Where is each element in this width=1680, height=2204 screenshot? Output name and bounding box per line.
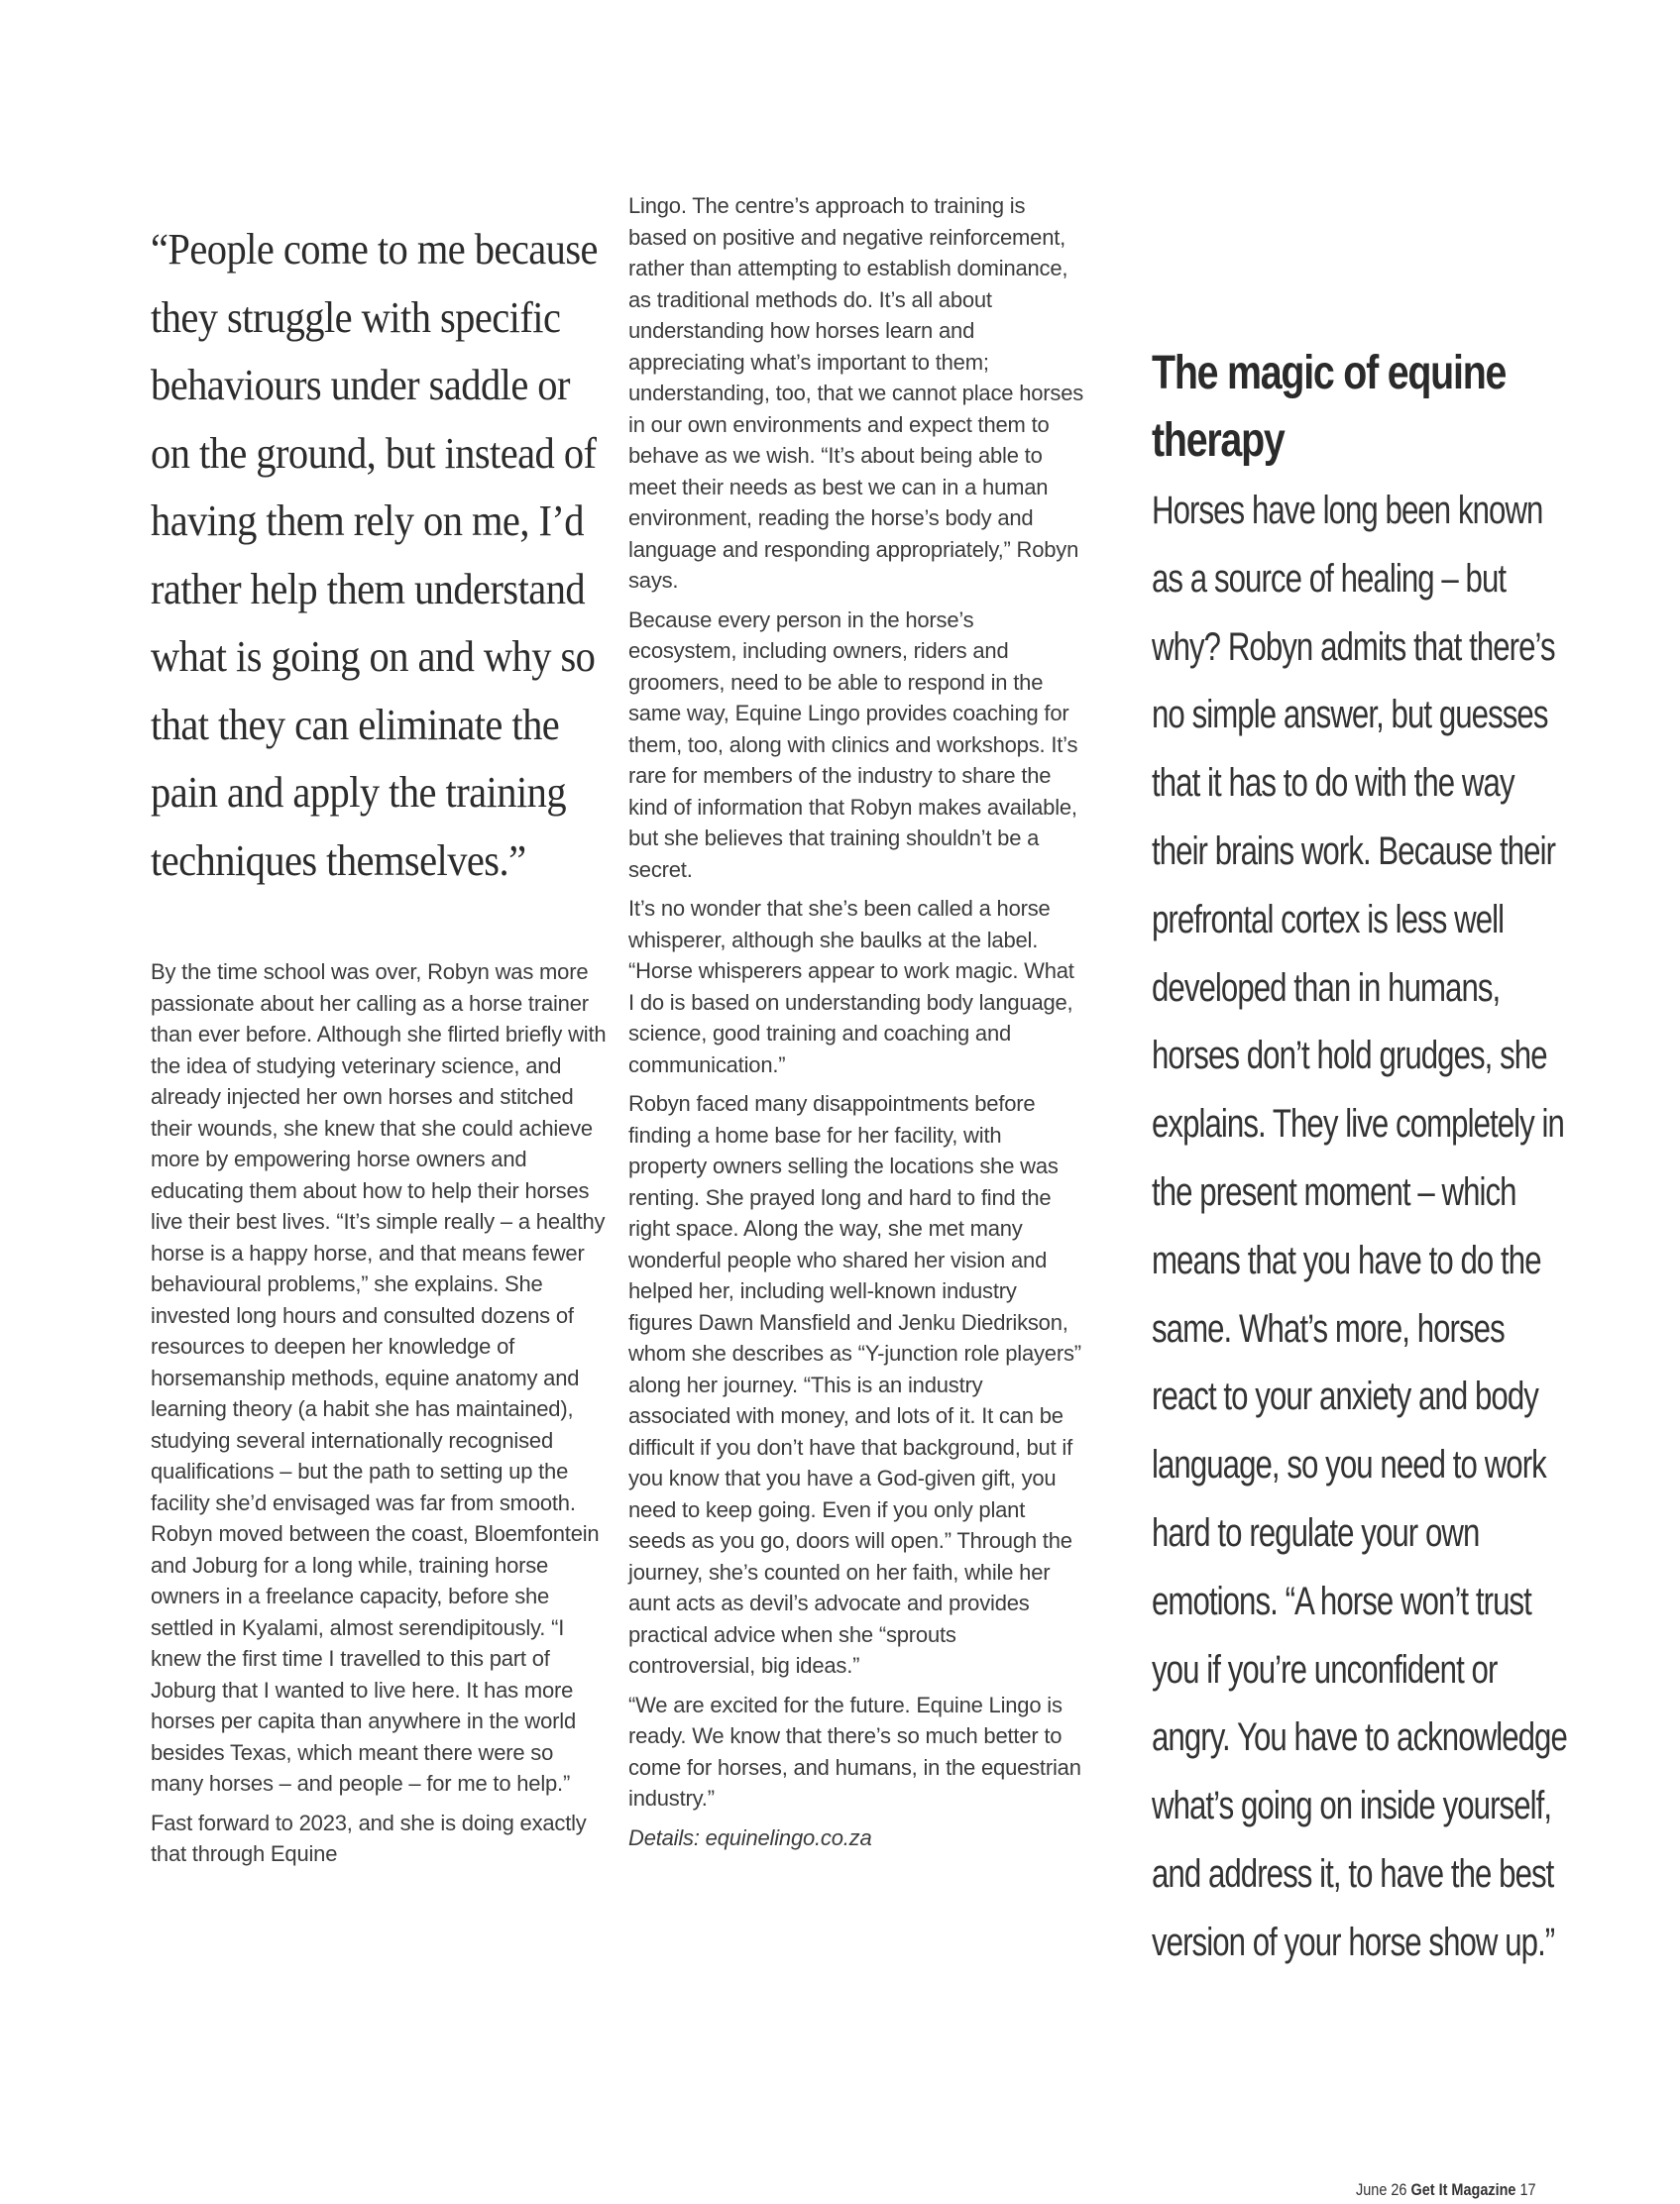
body-paragraph: Robyn faced many disappointments before finding a home base for her facility, with property owners selling the locations she was renting. She prayed long and hard to find the right space. Along the way, she met many wonderful people who shared her vision and helped her, including well-known industry figures Dawn Mansfield and Jenku Diedrikson, whom she describes as “Y-junction role players” along her journey. “This is an industry associated with money, and lots of it. It can be difficult if you don’t have that background, but if you know that you have a God-given gift, you need to keep going. Even if you only plant seeds as you go, doors will open.” Through the journey, she’s counted on her faith, while her aunt acts as devil’s advocate and provides practical advice when she “sprouts controversial, big ideas.” [628,1091,1081,1678]
body-paragraph: “We are excited for the future. Equine Lingo is ready. We know that there’s so much better to come for horses, and humans, in the equestrian industry.” [628,1692,1081,1811]
sidebar [1152,340,1568,1977]
page-number: 17 [1519,2180,1536,2199]
pull-quote: “People come to me because they struggle with specific behaviours under saddle or on the ground, but instead of having them rely on me, I’d rather help them understand what is going on and why so that they can eliminate the pain and apply the training techniques themselves.” [151,225,598,885]
page-footer [1356,2180,1536,2200]
body-paragraph: Fast forward to 2023, and she is doing exactly that through Equine [151,1810,587,1866]
footer-date: June 26 [1356,2180,1407,2199]
middle-column [628,190,1084,1861]
body-paragraph: Lingo. The centre’s approach to training is based on positive and negative reinforcement, rather than attempting to establish dominance, as traditional methods do. It’s all about understanding how horses learn and appreciating what’s important to them; understanding, too, that we cannot place horses in our own environments and expect them to behave as we wish. “It’s about being able to meet their needs as best we can in a human environment, reading the horse’s body and language and responding appropriately,” Robyn says. [628,193,1084,593]
quote-column [151,216,607,1878]
body-paragraph: Because every person in the horse’s ecosystem, including owners, riders and groomers, need to be able to respond in the same way, Equine Lingo provides coaching for them, too, along with clinics and workshops. It’s rare for members of the industry to share the kind of information that Robyn makes available, but she believes that training shouldn’t be a secret. [628,606,1078,882]
footer-magazine-name: Get It Magazine [1410,2180,1516,2199]
left-body-text [151,956,607,1870]
details-link-text: Details: equinelingo.co.za [628,1824,872,1850]
body-paragraph: It’s no wonder that she’s been called a horse whisperer, although she baulks at the label. “Horse whisperers appear to work magic. What I do is based on understanding body language, science, good training and coaching and communication.” [628,896,1074,1077]
sidebar-title: The magic of equine therapy [1152,347,1507,467]
body-paragraph: By the time school was over, Robyn was more passionate about her calling as a horse trainer than ever before. Although she flirted briefly with the idea of studying veterinary science, and already injected her own horses and stitched their wounds, she knew that she could achieve more by empowering horse owners and educating them about how to help their horses live their best lives. “It’s simple really – a healthy horse is a happy horse, and that means fewer behavioural problems,” she explains. She invested long hours and consulted dozens of resources to deepen her knowledge of horsemanship methods, equine anatomy and learning theory (a habit she has maintained), studying several internationally recognised qualifications – but the path to setting up the facility she’d envisaged was far from smooth. Robyn moved between the coast, Bloemfontein and Joburg for a long while, training horse owners in a freelance capacity, before she settled in Kyalami, almost serendipitously. “I knew the first time I travelled to this part of Joburg that I wanted to live here. It has more horses per capita than anywhere in the world besides Texas, which meant there were so many horses – and people – for me to help.” [151,959,607,1796]
sidebar-text: Horses have long been known as a source of healing – but why? Robyn admits that there’s no simple answer, but guesses that it has to do with the way their brains work. Because their prefrontal cortex is less well developed than in humans, horses don’t hold grudges, she explains. They live completely in the present moment – which means that you have to do the same. What’s more, horses react to your anxiety and body language, so you need to work hard to regulate your own emotions. “A horse won’t trust you if you’re unconfident or angry. You have to acknowledge what’s going on inside yourself, and address it, to have the best version of your horse show up.” [1152,489,1567,1964]
